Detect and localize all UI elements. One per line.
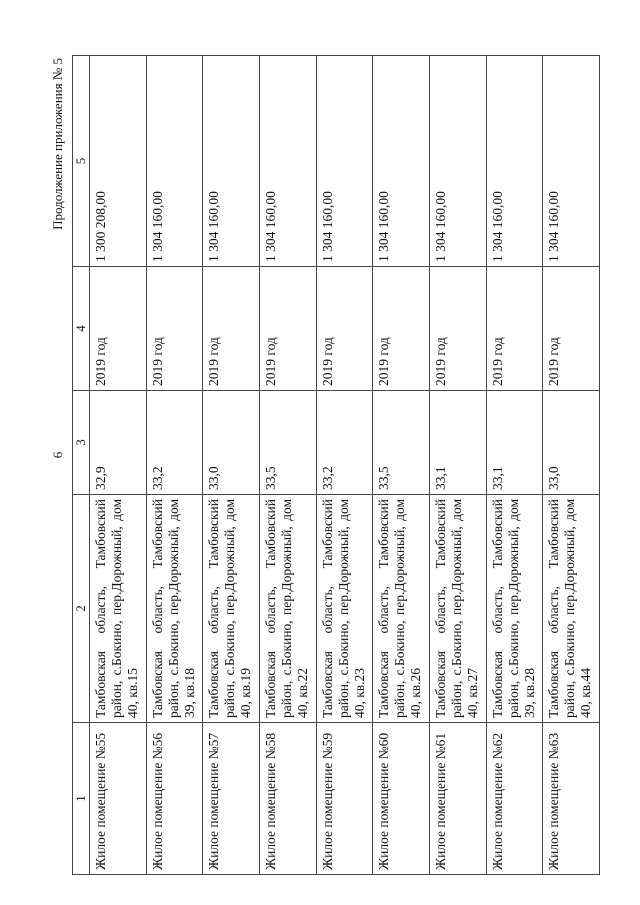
- table-row: [429, 56, 486, 875]
- table-header: [73, 56, 90, 875]
- object-name-cell: Жилое помещение №57: [203, 723, 260, 875]
- object-name-cell: Жилое помещение №62: [486, 723, 543, 875]
- table-row: [373, 56, 430, 875]
- table-row: [146, 56, 203, 875]
- object-name-cell: Жилое помещение №56: [146, 723, 203, 875]
- year-cell: 2019 год: [429, 267, 486, 391]
- header-row: [73, 56, 90, 875]
- address-cell: Тамбовская область, Тамбовский район, с.Бокино, пер.Дорожный, дом 40, кв.27: [429, 495, 486, 723]
- price-cell: 1 304 160,00: [373, 56, 430, 267]
- area-cell: 33,2: [146, 391, 203, 495]
- header-cell-2: 2: [73, 495, 90, 723]
- table-row: [543, 56, 600, 875]
- price-cell: 1 304 160,00: [429, 56, 486, 267]
- object-name-cell: Жилое помещение №58: [259, 723, 316, 875]
- area-cell: 33,5: [259, 391, 316, 495]
- address-cell: Тамбовская область, Тамбовский район, с.Бокино, пер.Дорожный, дом 39, кв.28: [486, 495, 543, 723]
- address-cell: Тамбовская область, Тамбовский район, с.Бокино, пер.Дорожный, дом 40, кв.19: [203, 495, 260, 723]
- area-cell: 33,1: [486, 391, 543, 495]
- property-table: [72, 55, 600, 875]
- table-row: [316, 56, 373, 875]
- table-row: [486, 56, 543, 875]
- year-cell: 2019 год: [90, 267, 147, 391]
- object-name-cell: Жилое помещение №63: [543, 723, 600, 875]
- price-cell: 1 304 160,00: [259, 56, 316, 267]
- header-cell-5: 5: [73, 56, 90, 267]
- area-cell: 33,0: [543, 391, 600, 495]
- price-cell: 1 304 160,00: [543, 56, 600, 267]
- area-cell: 33,2: [316, 391, 373, 495]
- table-body: [90, 56, 600, 875]
- address-cell: Тамбовская область, Тамбовский район, с.Бокино, пер.Дорожный, дом 40, кв.15: [90, 495, 147, 723]
- year-cell: 2019 год: [203, 267, 260, 391]
- address-cell: Тамбовская область, Тамбовский район, с.Бокино, пер.Дорожный, дом 40, кв.44: [543, 495, 600, 723]
- object-name-cell: Жилое помещение №61: [429, 723, 486, 875]
- area-cell: 33,1: [429, 391, 486, 495]
- year-cell: 2019 год: [373, 267, 430, 391]
- area-cell: 33,5: [373, 391, 430, 495]
- table-row: [90, 56, 147, 875]
- year-cell: 2019 год: [316, 267, 373, 391]
- object-name-cell: Жилое помещение №60: [373, 723, 430, 875]
- object-name-cell: Жилое помещение №55: [90, 723, 147, 875]
- header-cell-1: 1: [73, 723, 90, 875]
- year-cell: 2019 год: [259, 267, 316, 391]
- continuation-label: Продолжение приложения № 5: [50, 58, 65, 230]
- header-cell-4: 4: [73, 267, 90, 391]
- table-row: [203, 56, 260, 875]
- area-cell: 33,0: [203, 391, 260, 495]
- price-cell: 1 304 160,00: [486, 56, 543, 267]
- price-cell: 1 304 160,00: [203, 56, 260, 267]
- header-cell-3: 3: [73, 391, 90, 495]
- area-cell: 32,9: [90, 391, 147, 495]
- price-cell: 1 300 208,00: [90, 56, 147, 267]
- page-number: 6: [50, 451, 65, 459]
- address-cell: Тамбовская область, Тамбовский район, с.Бокино, пер.Дорожный, дом 40, кв.26: [373, 495, 430, 723]
- year-cell: 2019 год: [543, 267, 600, 391]
- object-name-cell: Жилое помещение №59: [316, 723, 373, 875]
- price-cell: 1 304 160,00: [146, 56, 203, 267]
- year-cell: 2019 год: [146, 267, 203, 391]
- price-cell: 1 304 160,00: [316, 56, 373, 267]
- year-cell: 2019 год: [486, 267, 543, 391]
- address-cell: Тамбовская область, Тамбовский район, с.Бокино, пер.Дорожный, дом 40, кв.23: [316, 495, 373, 723]
- table-row: [259, 56, 316, 875]
- address-cell: Тамбовская область, Тамбовский район, с.Бокино, пер.Дорожный, дом 40, кв.22: [259, 495, 316, 723]
- rotated-page: [50, 30, 610, 875]
- address-cell: Тамбовская область, Тамбовский район, с.Бокино, пер.Дорожный, дом 39, кв.18: [146, 495, 203, 723]
